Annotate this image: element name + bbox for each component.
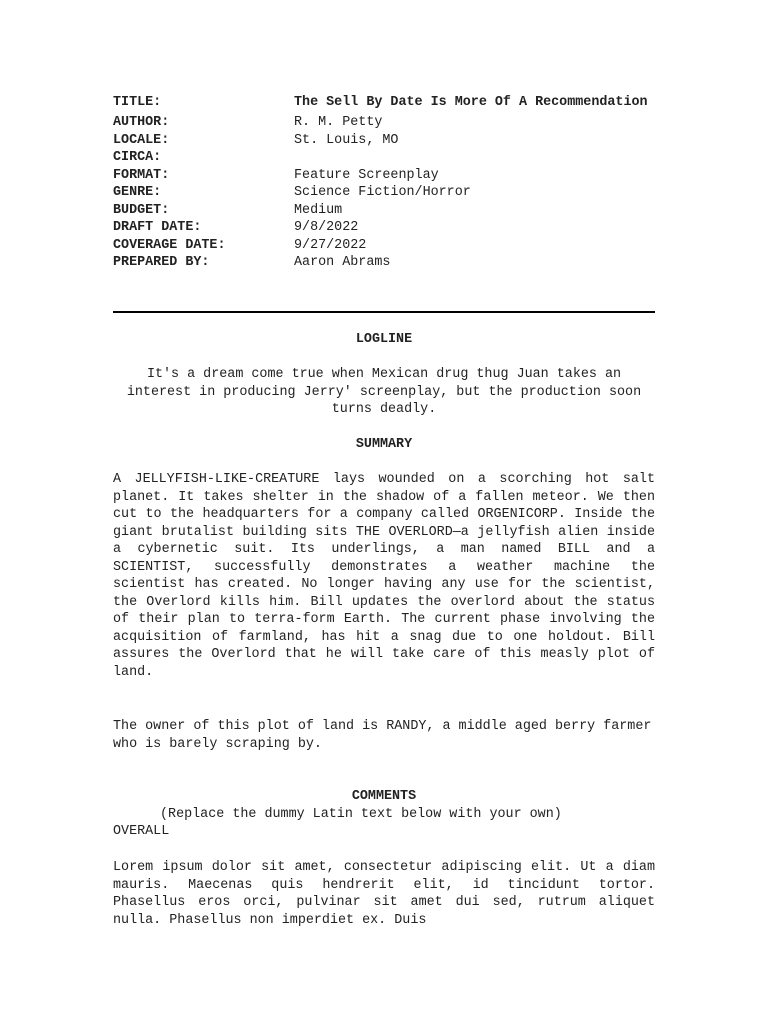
locale-label: LOCALE: (113, 132, 170, 148)
prepared-by-row (113, 254, 658, 272)
coverage-date-row (113, 237, 658, 255)
coverage-info (113, 92, 658, 272)
title-row (113, 92, 658, 114)
genre-label: GENRE: (113, 185, 162, 200)
author-label: AUTHOR: (113, 115, 170, 130)
author-row (113, 114, 658, 132)
logline-text: It's a dream come true when Mexican drug thug Juan takes an interest in producing Jerry' screenplay, but the production soon turns deadly. (126, 367, 642, 417)
coverage-date-label: COVERAGE DATE: (113, 237, 226, 253)
title-value: The Sell By Date Is More Of A Recommendation (294, 95, 648, 110)
section-divider (113, 311, 655, 313)
coverage-date-value: 9/27/2022 (294, 237, 367, 253)
genre-row (113, 184, 658, 202)
locale-value: St. Louis, MO (294, 132, 399, 148)
author-value: R. M. Petty (294, 115, 383, 130)
budget-label: BUDGET: (113, 202, 170, 218)
format-value: Feature Screenplay (294, 167, 439, 183)
draft-date-label: DRAFT DATE: (113, 220, 202, 235)
format-row (113, 167, 658, 185)
overall-label: OVERALL (113, 824, 170, 839)
summary-paragraph: The owner of this plot of land is RANDY, a middle aged berry farmer who is barely scraping by. (113, 719, 652, 752)
prepared-by-value: Aaron Abrams (294, 255, 391, 270)
draft-date-row (113, 219, 658, 237)
logline-heading: LOGLINE (355, 332, 413, 347)
prepared-by-label: PREPARED BY: (113, 255, 210, 270)
circa-value (294, 149, 658, 167)
comments-note: (Replace the dummy Latin text below with your own) (160, 807, 562, 822)
format-label: FORMAT: (113, 167, 170, 183)
summary-paragraph: A JELLYFISH-LIKE-CREATURE lays wounded on a scorching hot salt planet. It takes shelter in the shadow of a fallen meteor. We then cut to the headquarters for a company called ORGENICORP. Inside the giant brutalist building sits THE OVERLORD—a jellyfish alien inside a cybernetic suit. Its underlings, a man named BILL and a SCIENTIST, successfully demonstrates a weather machine the scientist has created. No longer having any use for the scientist, the Overlord kills him. Bill updates the overlord about the status of their plan to terra-form Earth. The current phase involving the acquisition of farmland, has hit a snag due to one holdout. Bill assures the Overlord that he will take care of this measly plot of land. (113, 472, 655, 680)
genre-value: Science Fiction/Horror (294, 185, 471, 200)
title-label: TITLE: (113, 95, 162, 110)
circa-label: CIRCA: (113, 150, 162, 165)
budget-value: Medium (294, 202, 343, 218)
draft-date-value: 9/8/2022 (294, 220, 359, 235)
budget-row (113, 202, 658, 220)
comments-heading: COMMENTS (351, 789, 417, 804)
summary-heading: SUMMARY (355, 437, 413, 452)
locale-row (113, 132, 658, 150)
circa-row (113, 149, 658, 167)
comments-paragraph: Lorem ipsum dolor sit amet, consectetur adipiscing elit. Ut a diam mauris. Maecenas quis hendrerit elit, id tincidunt tortor. Phasellus eros orci, pulvinar sit amet dui sed, rutrum aliquet nulla. Phasellus non imperdiet ex. Duis (113, 860, 655, 928)
